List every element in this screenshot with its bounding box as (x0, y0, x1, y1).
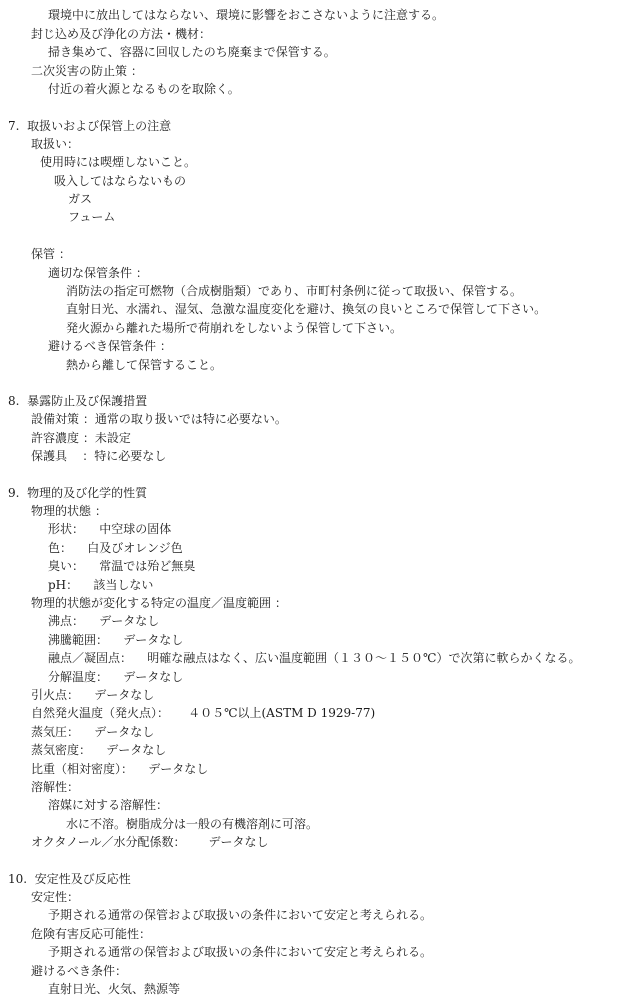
text-line: pH： 該当しない (48, 578, 154, 592)
text-line: 引火点： データなし (31, 688, 155, 702)
text-line: 水に不溶。樹脂成分は一般の有機溶剤に可溶。 (66, 817, 319, 831)
text-line: 溶媒に対する溶解性： (48, 798, 169, 812)
text-line: 使用時には喫煙しないこと。 (40, 155, 197, 169)
text-line: 取扱い： (31, 137, 80, 151)
text-line: 融点／凝固点： 明確な融点はなく、広い温度範囲（１３０～１５０℃）で次第に軟らかくなる。 (48, 651, 581, 665)
text-line: 付近の着火源となるものを取除く。 (48, 82, 240, 96)
text-line: 物理的状態 ： (31, 504, 107, 518)
text-line: 蒸気密度： データなし (31, 743, 167, 757)
text-line: 蒸気圧： データなし (31, 725, 155, 739)
text-line: 色： 白及びオレンジ色 (48, 541, 183, 555)
text-line: 設備対策 ：通常の取り扱いでは特に必要ない。 (31, 412, 287, 426)
text-line: 臭い： 常温では殆ど無臭 (48, 559, 196, 573)
text-line: ガス (68, 192, 93, 206)
text-line: 発火源から離れた場所で荷崩れをしないよう保管して下さい。 (66, 321, 403, 335)
section-heading-10: 10. 安定性及び反応性 (8, 872, 131, 886)
text-line: 環境中に放出してはならない、環境に影響をおこさないように注意する。 (48, 8, 445, 22)
text-line: 溶解性： (31, 780, 80, 794)
text-line: 封じ込め及び浄化の方法・機材： (31, 27, 212, 41)
text-line: 沸点： データなし (48, 614, 160, 628)
text-line: 適切な保管条件 ： (48, 266, 148, 280)
text-line: 熱から離して保管すること。 (66, 358, 223, 372)
text-line: 吸入してはならないもの (54, 174, 187, 188)
text-line: フューム (68, 210, 116, 224)
text-line: 直射日光、火気、熱源等 (48, 982, 181, 996)
text-line: 二次災害の防止策 ： (31, 64, 143, 78)
text-line: 直射日光、水濡れ、湿気、急激な温度変化を避け、換気の良いところで保管して下さい。 (66, 302, 547, 316)
text-line: 物理的状態が変化する特定の温度／温度範囲 ： (31, 596, 287, 610)
text-line: 安定性： (31, 890, 80, 904)
text-line: 許容濃度 ：未設定 (31, 431, 131, 445)
section-heading-7: 7. 取扱いおよび保管上の注意 (8, 119, 172, 133)
text-line: 消防法の指定可燃物（合成樹脂類）であり、市町村条例に従って取扱い、保管する。 (66, 284, 523, 298)
text-line: 予期される通常の保管および取扱いの条件において安定と考えられる。 (48, 908, 433, 922)
text-line: 自然発火温度（発火点）： ４０５℃以上(ASTM D 1929-77) (31, 706, 376, 720)
text-line: 保護具 ：特に必要なし (31, 449, 167, 463)
text-line: オクタノール／水分配係数： データなし (31, 835, 269, 849)
text-line: 比重（相対密度）： データなし (31, 762, 209, 776)
text-line: 分解温度： データなし (48, 670, 184, 684)
text-line: 予期される通常の保管および取扱いの条件において安定と考えられる。 (48, 945, 433, 959)
text-line: 保管 ： (31, 247, 71, 261)
text-line: 危険有害反応可能性： (31, 927, 152, 941)
text-line: 掃き集めて、容器に回収したのち廃棄まで保管する。 (48, 45, 336, 59)
text-line: 沸騰範囲： データなし (48, 633, 184, 647)
text-line: 避けるべき条件： (31, 964, 128, 978)
section-heading-8: 8. 暴露防止及び保護措置 (8, 394, 148, 408)
section-heading-9: 9. 物理的及び化学的性質 (8, 486, 148, 500)
text-line: 形状： 中空球の固体 (48, 522, 172, 536)
text-line: 避けるべき保管条件 ： (48, 339, 172, 353)
